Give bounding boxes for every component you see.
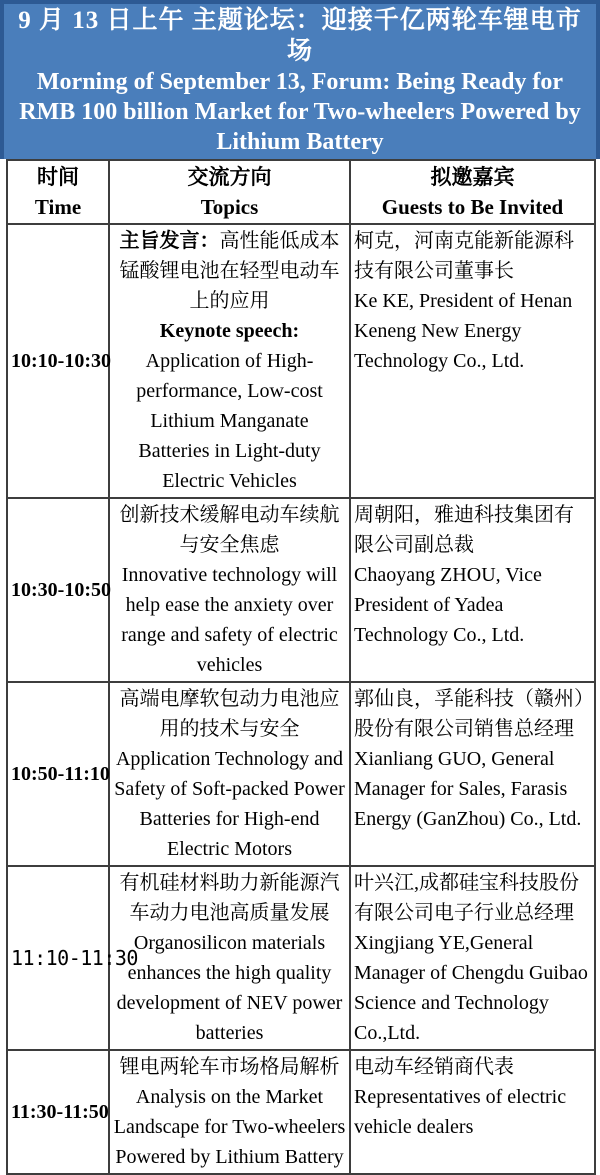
table-header-row xyxy=(7,160,595,224)
guest-zh-text: 叶兴江,成都硅宝科技股份有限公司电子行业总经理 xyxy=(354,872,579,924)
topic-cell xyxy=(109,224,350,498)
col-header-topics-en: Topics xyxy=(200,195,259,219)
guest-cell xyxy=(350,1050,595,1174)
time-cell: 10:10-10:30 xyxy=(7,224,109,498)
guest-en-text: Chaoyang ZHOU, Vice President of Yadea Technology Co., Ltd. xyxy=(354,564,542,646)
banner-title-zh: 9 月 13 日上午 主题论坛：迎接千亿两轮车锂电市场 xyxy=(18,7,582,65)
banner-title-en: Morning of September 13, Forum: Being Ready for RMB 100 billion Market for Two-wheelers Powered by Lithium Battery xyxy=(19,69,581,155)
schedule-row xyxy=(7,1050,595,1174)
schedule-body xyxy=(7,224,595,1174)
col-header-guests-en: Guests to Be Invited xyxy=(381,195,564,219)
guest-en-text: Xingjiang YE,General Manager of Chengdu Guibao Science and Technology Co.,Ltd. xyxy=(354,932,588,1044)
topic-cell xyxy=(109,1050,350,1174)
topic-en-text: Analysis on the Market Landscape for Two-wheelers Powered by Lithium Battery xyxy=(113,1086,346,1168)
guest-en-text: Representatives of electric vehicle dealers xyxy=(354,1086,567,1138)
banner xyxy=(0,0,600,159)
guest-en-text: Ke KE, President of Henan Keneng New Energy Technology Co., Ltd. xyxy=(354,290,573,372)
time-cell: 10:50-11:10 xyxy=(7,682,109,866)
topic-zh-text: 锂电两轮车市场格局解析 xyxy=(119,1056,340,1078)
time-cell: 10:30-10:50 xyxy=(7,498,109,682)
topic-zh-text: 主旨发言：高性能低成本锰酸锂电池在轻型电动车上的应用 xyxy=(119,230,340,312)
guest-cell xyxy=(350,866,595,1050)
col-header-time xyxy=(7,160,109,224)
guest-cell xyxy=(350,682,595,866)
col-header-guests-zh: 拟邀嘉宾 xyxy=(430,165,515,189)
col-header-topics xyxy=(109,160,350,224)
topic-en-text: Organosilicon materials enhances the high quality development of NEV power batteries xyxy=(116,932,343,1044)
topic-cell xyxy=(109,866,350,1050)
schedule-row xyxy=(7,866,595,1050)
guest-cell xyxy=(350,224,595,498)
topic-zh-text: 有机硅材料助力新能源汽车动力电池高质量发展 xyxy=(119,872,340,924)
schedule-row xyxy=(7,682,595,866)
schedule-row xyxy=(7,498,595,682)
topic-en-keynote-label: Keynote speech: xyxy=(159,320,300,342)
topic-en-text: Application Technology and Safety of Soft-packed Power Batteries for High-end Electric Motors xyxy=(114,748,345,860)
topic-cell xyxy=(109,682,350,866)
guest-zh-text: 柯克，河南克能新能源科技有限公司董事长 xyxy=(354,230,574,282)
guest-en-text: Xianliang GUO, General Manager for Sales, Farasis Energy (GanZhou) Co., Ltd. xyxy=(354,748,582,830)
topic-zh-text: 高端电摩软包动力电池应用的技术与安全 xyxy=(119,688,340,740)
schedule-row xyxy=(7,224,595,498)
guest-zh-text: 郭仙良，孚能科技（赣州）股份有限公司销售总经理 xyxy=(354,688,584,740)
col-header-time-en: Time xyxy=(34,195,82,219)
col-header-guests xyxy=(350,160,595,224)
time-cell: 11:30-11:50 xyxy=(7,1050,109,1174)
col-header-topics-zh: 交流方向 xyxy=(187,165,272,189)
time-cell: 11:10-11:30 xyxy=(7,866,109,1050)
schedule-table xyxy=(6,159,596,1175)
topic-en-text: Application of High-performance, Low-cost Lithium Manganate Batteries in Light-duty Electric Vehicles xyxy=(136,350,323,492)
topic-cell xyxy=(109,498,350,682)
topic-en-text: Innovative technology will help ease the anxiety over range and safety of electric vehicles xyxy=(121,564,338,676)
topic-zh-text: 创新技术缓解电动车续航与安全焦虑 xyxy=(119,504,340,556)
guest-zh-text: 电动车经销商代表 xyxy=(354,1056,514,1078)
col-header-time-zh: 时间 xyxy=(37,165,79,189)
guest-zh-text: 周朝阳，雅迪科技集团有限公司副总裁 xyxy=(354,504,574,556)
guest-cell xyxy=(350,498,595,682)
